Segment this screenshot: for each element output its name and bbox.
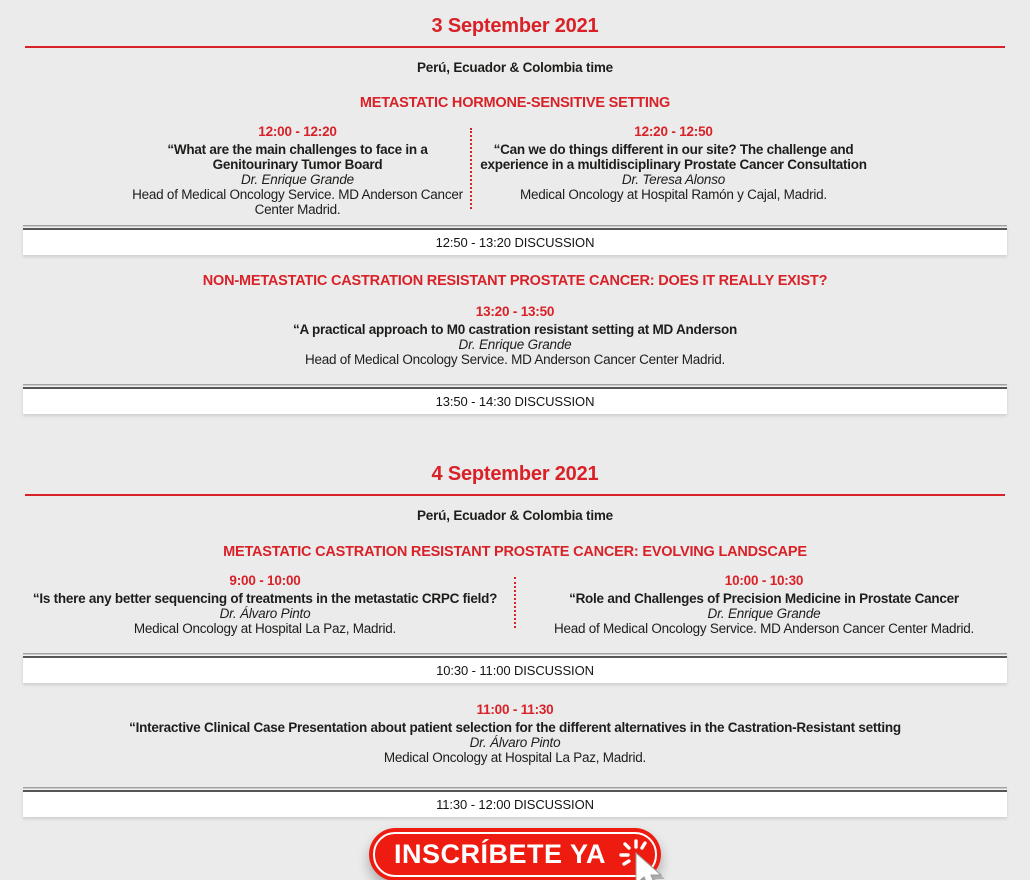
day-2-section-1-heading: METASTATIC CASTRATION RESISTANT PROSTATE CANCER: EVOLVING LANDSCAPE	[223, 544, 807, 560]
day-2-timezone-note: Perú, Ecuador & Colombia time	[417, 508, 613, 523]
discussion-bar	[23, 225, 1007, 255]
session-time: 10:00 - 10:30	[724, 573, 804, 588]
discussion-bar	[23, 787, 1007, 817]
session-affiliation: Medical Oncology at Hospital Ramón y Cajal, Madrid.	[520, 187, 827, 202]
session-speaker: Dr. Álvaro Pinto	[469, 735, 561, 750]
discussion-bar-label: 13:50 - 14:30 DISCUSSION	[23, 389, 1007, 414]
discussion-bar	[23, 653, 1007, 683]
day-1-session-row	[0, 124, 1030, 217]
session-speaker: Dr. Enrique Grande	[707, 606, 821, 621]
session-time: 9:00 - 10:00	[229, 573, 301, 588]
session-card	[516, 573, 1030, 636]
session-speaker: Dr. Enrique Grande	[458, 337, 572, 352]
session-affiliation: Medical Oncology at Hospital La Paz, Madrid.	[133, 621, 397, 636]
discussion-bar-label: 11:30 - 12:00 DISCUSSION	[23, 792, 1007, 817]
session-card	[0, 124, 470, 217]
session-card	[20, 702, 1010, 765]
session-card	[472, 124, 1030, 217]
inscribete-ya-button[interactable]	[369, 828, 661, 880]
day-2-agenda	[0, 463, 1030, 817]
session-title: “A practical approach to M0 castration resistant setting at MD Anderson	[292, 322, 738, 337]
day-1-title-rule	[25, 46, 1005, 48]
session-affiliation: Head of Medical Oncology Service. MD Anderson Cancer Center Madrid.	[132, 187, 463, 217]
session-affiliation: Medical Oncology at Hospital La Paz, Madrid.	[383, 750, 647, 765]
session-affiliation: Head of Medical Oncology Service. MD Anderson Cancer Center Madrid.	[554, 621, 974, 636]
day-1-timezone-note: Perú, Ecuador & Colombia time	[417, 60, 613, 75]
cursor-click-icon	[614, 833, 678, 880]
day-2-session-row	[0, 573, 1030, 636]
day-2-title: 4 September 2021	[431, 463, 599, 485]
discussion-bar-label: 12:50 - 13:20 DISCUSSION	[23, 230, 1007, 255]
session-title: “What are the main challenges to face in a Genitourinary Tumor Board	[167, 142, 428, 172]
session-affiliation: Head of Medical Oncology Service. MD Anderson Cancer Center Madrid.	[305, 352, 725, 367]
session-speaker: Dr. Teresa Alonso	[621, 172, 726, 187]
session-time: 11:00 - 11:30	[476, 702, 554, 717]
session-time: 13:20 - 13:50	[475, 304, 555, 319]
session-card	[20, 304, 1010, 367]
session-time: 12:20 - 12:50	[634, 124, 713, 139]
discussion-bar-label: 10:30 - 11:00 DISCUSSION	[23, 658, 1007, 683]
discussion-bar	[23, 384, 1007, 414]
session-speaker: Dr. Álvaro Pinto	[219, 606, 311, 621]
session-title: “Can we do things different in our site? The challenge and experience in a multidisciplinary Prostate Cancer Consultation	[480, 142, 867, 172]
session-title: “Interactive Clinical Case Presentation about patient selection for the different alternatives in the Castration-Resistant setting	[129, 720, 901, 735]
session-time: 12:00 - 12:20	[258, 124, 337, 139]
inscribete-ya-label: INSCRÍBETE YA	[393, 839, 607, 869]
day-2-title-rule	[25, 494, 1005, 496]
day-1-section-2-heading: NON-METASTATIC CASTRATION RESISTANT PROSTATE CANCER: DOES IT REALLY EXIST?	[202, 273, 828, 289]
session-title: “Is there any better sequencing of treatments in the metastatic CRPC field?	[32, 591, 498, 606]
cta-row	[0, 828, 1030, 880]
session-speaker: Dr. Enrique Grande	[241, 172, 354, 187]
day-1-agenda	[0, 0, 1030, 414]
day-1-section-1-heading: METASTATIC HORMONE-SENSITIVE SETTING	[359, 95, 671, 111]
session-card	[0, 573, 514, 636]
session-title: “Role and Challenges of Precision Medicine in Prostate Cancer	[569, 591, 959, 606]
day-1-title: 3 September 2021	[431, 15, 599, 37]
